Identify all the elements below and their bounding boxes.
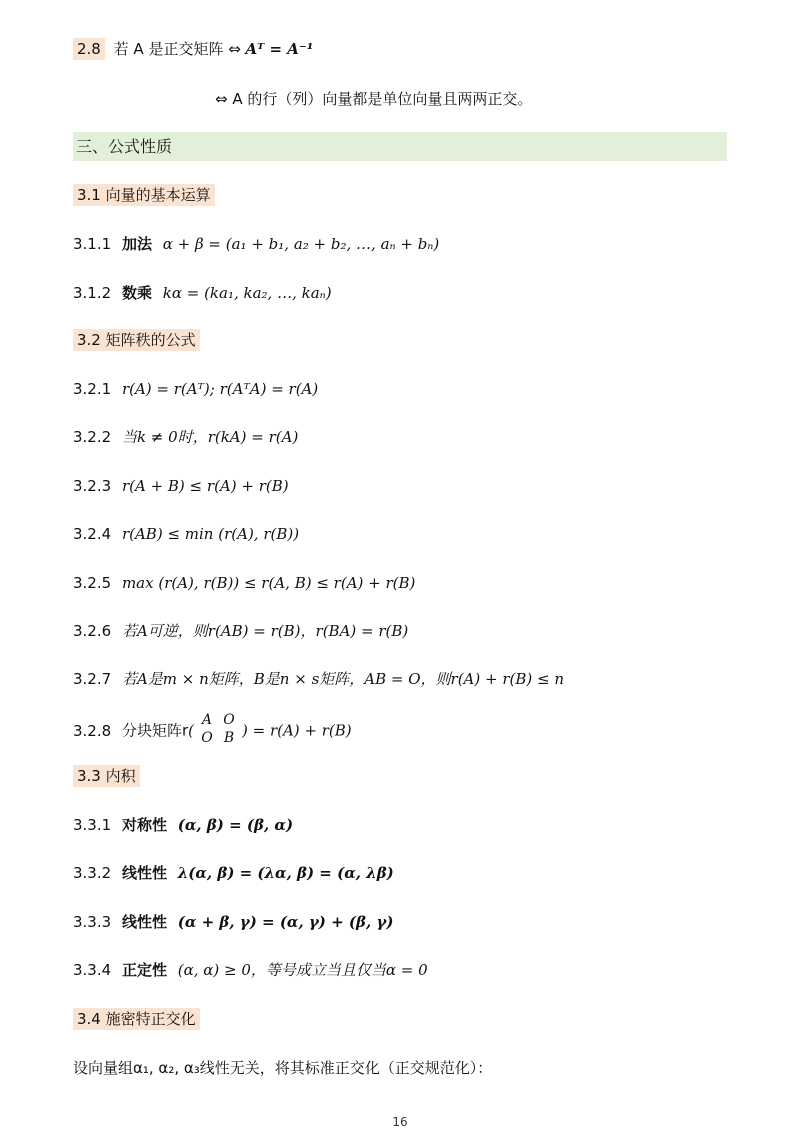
subsection-heading xyxy=(73,184,215,206)
formula: 当k ≠ 0时，r(kA) = r(A) xyxy=(121,428,299,446)
item-3-3-4 xyxy=(73,959,428,981)
item-3-1-1 xyxy=(73,233,439,255)
formula: max (r(A), r(B)) ≤ r(A, B) ≤ r(A) + r(B) xyxy=(121,574,416,592)
subsection-heading-3-1: 3.1 向量的基本运算 xyxy=(73,184,215,206)
item-label: 对称性 xyxy=(121,816,167,834)
formula: kα = (ka₁, ka₂, …, kaₙ) xyxy=(162,284,332,302)
item-number: 3.2.6 xyxy=(73,622,112,640)
item-3-3-2 xyxy=(73,862,394,884)
subsection-heading xyxy=(73,1008,200,1030)
matrix-entry: A xyxy=(201,712,213,728)
formula: 若A是m × n矩阵，B是n × s矩阵，AB = O，则r(A) + r(B) ≤ n xyxy=(121,670,564,688)
item-3-2-3 xyxy=(73,475,289,497)
item-prefix: 分块矩阵r xyxy=(121,721,189,740)
item-3-2-8: 3.2.8 分块矩阵r( A O O B ) = r(A) + r(B) xyxy=(73,712,352,746)
matrix-entry: O xyxy=(201,730,213,746)
subsection-heading-3-3: 3.3 内积 xyxy=(73,765,140,787)
item-number-tag: 2.8 xyxy=(73,38,105,60)
item-number: 3.2.3 xyxy=(73,477,112,495)
formula: (α, β) = (β, α) xyxy=(177,816,294,834)
block-matrix xyxy=(196,711,240,747)
item-3-2-5 xyxy=(73,572,415,594)
orthogonal-formula: Aᵀ = A⁻¹ xyxy=(245,40,314,58)
formula: λ(α, β) = (λα, β) = (α, λβ) xyxy=(177,864,394,882)
item-number: 3.2.2 xyxy=(73,428,112,446)
item-3-2-2 xyxy=(73,426,298,448)
matrix-entry: O xyxy=(223,712,235,728)
section-title: 三、公式性质 xyxy=(73,132,727,161)
item-3-2-1 xyxy=(73,378,318,400)
item-3-3-3 xyxy=(73,911,393,933)
item-label: 加法 xyxy=(121,235,152,253)
item-label: 数乘 xyxy=(121,284,152,302)
item-number: 3.2.4 xyxy=(73,525,112,543)
item-label: 线性性 xyxy=(121,864,167,882)
item-number: 3.3.3 xyxy=(73,913,112,931)
matrix-entry: B xyxy=(223,730,235,746)
item-3-2-6 xyxy=(73,620,408,642)
item-3-3-1 xyxy=(73,814,293,836)
schmidt-intro: 设向量组α₁, α₂, α₃线性无关，将其标准正交化（正交规范化）： xyxy=(73,1059,493,1077)
item-number: 3.2.8 xyxy=(73,721,112,740)
item-number: 3.1.2 xyxy=(73,284,112,302)
formula: α + β = (a₁ + b₁, a₂ + b₂, …, aₙ + bₙ) xyxy=(162,235,440,253)
item-2-8 xyxy=(73,38,313,60)
item-number: 3.2.7 xyxy=(73,670,112,688)
item-3-1-2 xyxy=(73,282,332,304)
item-number: 3.3.1 xyxy=(73,816,112,834)
formula: (α + β, γ) = (α, γ) + (β, γ) xyxy=(177,913,394,931)
item-number: 3.3.4 xyxy=(73,961,112,979)
formula: 若A可逆，则r(AB) = r(B)，r(BA) = r(B) xyxy=(121,622,409,640)
item-3-2-7 xyxy=(73,668,564,690)
formula: r(A) = r(Aᵀ); r(AᵀA) = r(A) xyxy=(121,380,319,398)
page-number: 16 xyxy=(392,1115,408,1129)
subsection-heading xyxy=(73,765,140,787)
subsection-heading-3-4: 3.4 施密特正交化 xyxy=(73,1008,200,1030)
item-number: 3.1.1 xyxy=(73,235,112,253)
formula: r(A + B) ≤ r(A) + r(B) xyxy=(121,477,289,495)
subsection-heading-3-2: 3.2 矩阵秩的公式 xyxy=(73,329,200,351)
item-text: 若 A 是正交矩阵 ⇔ xyxy=(113,40,246,58)
item-2-8-continuation: ⇔ A 的行（列）向量都是单位向量且两两正交。 xyxy=(215,90,533,108)
item-3-2-4 xyxy=(73,523,299,545)
item-label: 正定性 xyxy=(121,961,167,979)
item-number: 3.2.1 xyxy=(73,380,112,398)
formula: r(AB) ≤ min (r(A), r(B)) xyxy=(121,525,300,543)
subsection-heading xyxy=(73,329,200,351)
formula: = r(A) + r(B) xyxy=(247,721,352,740)
formula: (α, α) ≥ 0，等号成立当且仅当α = 0 xyxy=(177,961,428,979)
item-number: 3.3.2 xyxy=(73,864,112,882)
item-number: 3.2.5 xyxy=(73,574,112,592)
item-label: 线性性 xyxy=(121,913,167,931)
